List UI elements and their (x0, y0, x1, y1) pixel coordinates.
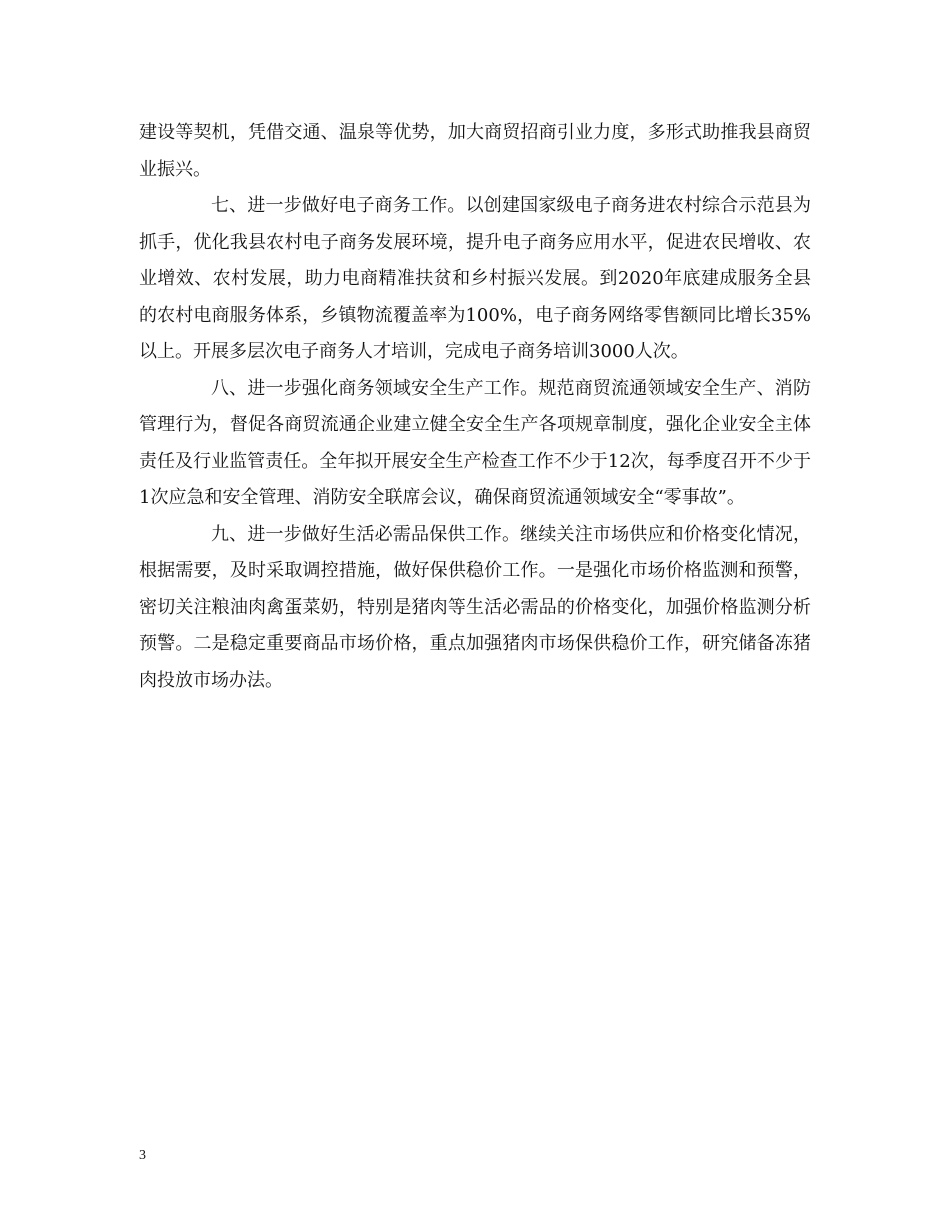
paragraph-ecommerce: 七、进一步做好电子商务工作。以创建国家级电子商务进农村综合示范县为抓手，优化我县农村电子商务发展环境，提升电子商务应用水平，促进农民增收、农业增效、农村发展，助力电商精准扶贫和乡村振兴发展。到2020年底建成服务全县的农村电商服务体系，乡镇物流覆盖率为100%，电子商务网络零售额同比增长35%以上。开展多层次电子商务人才培训，完成电子商务培训3000人次。 (139, 195, 811, 362)
paragraph-continuation: 建设等契机，凭借交通、温泉等优势，加大商贸招商引业力度，多形式助推我县商贸业振兴。 (139, 122, 811, 180)
paragraph-supply: 九、进一步做好生活必需品保供工作。继续关注市场供应和价格变化情况，根据需要，及时采取调控措施，做好保供稳价工作。一是强化市场价格监测和预警，密切关注粮油肉禽蛋菜奶，特别是猪肉等生活必需品的价格变化，加强价格监测分析预警。二是稳定重要商品市场价格，重点加强猪肉市场保供稳价工作，研究储备冻猪肉投放市场办法。 (139, 523, 811, 691)
page-number: 3 (139, 1148, 146, 1163)
document-body (139, 115, 811, 699)
paragraph-safety: 八、进一步强化商务领域安全生产工作。规范商贸流通领域安全生产、消防管理行为，督促各商贸流通企业建立健全安全生产各项规章制度，强化企业安全主体责任及行业监管责任。全年拟开展安全生产检查工作不少于12次，每季度召开不少于1次应急和安全管理、消防安全联席会议，确保商贸流通领域安全“零事故”。 (139, 377, 811, 508)
